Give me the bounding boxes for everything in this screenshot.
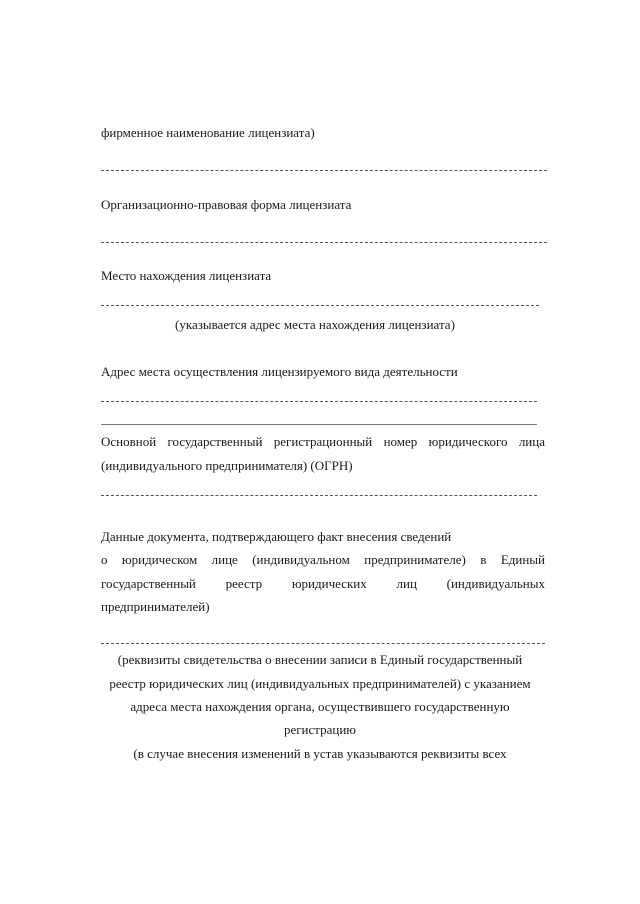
firm-name-label: фирменное наименование лицензиата) bbox=[101, 125, 315, 140]
ogrn-label-line-2: (индивидуального предпринимателя) (ОГРН) bbox=[101, 458, 353, 473]
firm-name-field-line bbox=[101, 170, 547, 171]
location-label: Место нахождения лицензиата bbox=[101, 268, 272, 283]
org-form-field-line bbox=[101, 242, 547, 243]
egrul-label-line-3: государственный реестр юридических лиц (индивидуальных bbox=[101, 576, 545, 591]
activity-address-field-line-2 bbox=[101, 424, 537, 425]
note-line-1: (реквизиты свидетельства о внесении записи в Единый государственный bbox=[117, 652, 523, 667]
org-form-label: Организационно-правовая форма лицензиата bbox=[101, 197, 352, 212]
note-line-2: реестр юридических лиц (индивидуальных предпринимателей) с указанием bbox=[109, 676, 531, 691]
location-hint: (указывается адрес места нахождения лицензиата) bbox=[175, 317, 455, 332]
egrul-field-line bbox=[101, 643, 545, 644]
egrul-label-line-1: Данные документа, подтверждающего факт внесения сведений bbox=[101, 529, 452, 544]
note-line-5: (в случае внесения изменений в устав указываются реквизиты всех bbox=[133, 746, 507, 761]
egrul-label-line-4: предпринимателей) bbox=[101, 599, 210, 614]
note-line-3: адреса места нахождения органа, осуществившего государственную bbox=[130, 699, 510, 714]
egrul-label-line-2: о юридическом лице (индивидуальном предпринимателе) в Единый bbox=[101, 552, 545, 567]
ogrn-field-line bbox=[101, 495, 537, 496]
activity-address-field-line-1 bbox=[101, 401, 537, 402]
note-line-4: регистрацию bbox=[283, 722, 357, 737]
location-field-line bbox=[101, 305, 539, 306]
ogrn-label-line-1: Основной государственный регистрационный номер юридического лица bbox=[101, 434, 545, 449]
activity-address-label: Адрес места осуществления лицензируемого вида деятельности bbox=[101, 364, 458, 379]
